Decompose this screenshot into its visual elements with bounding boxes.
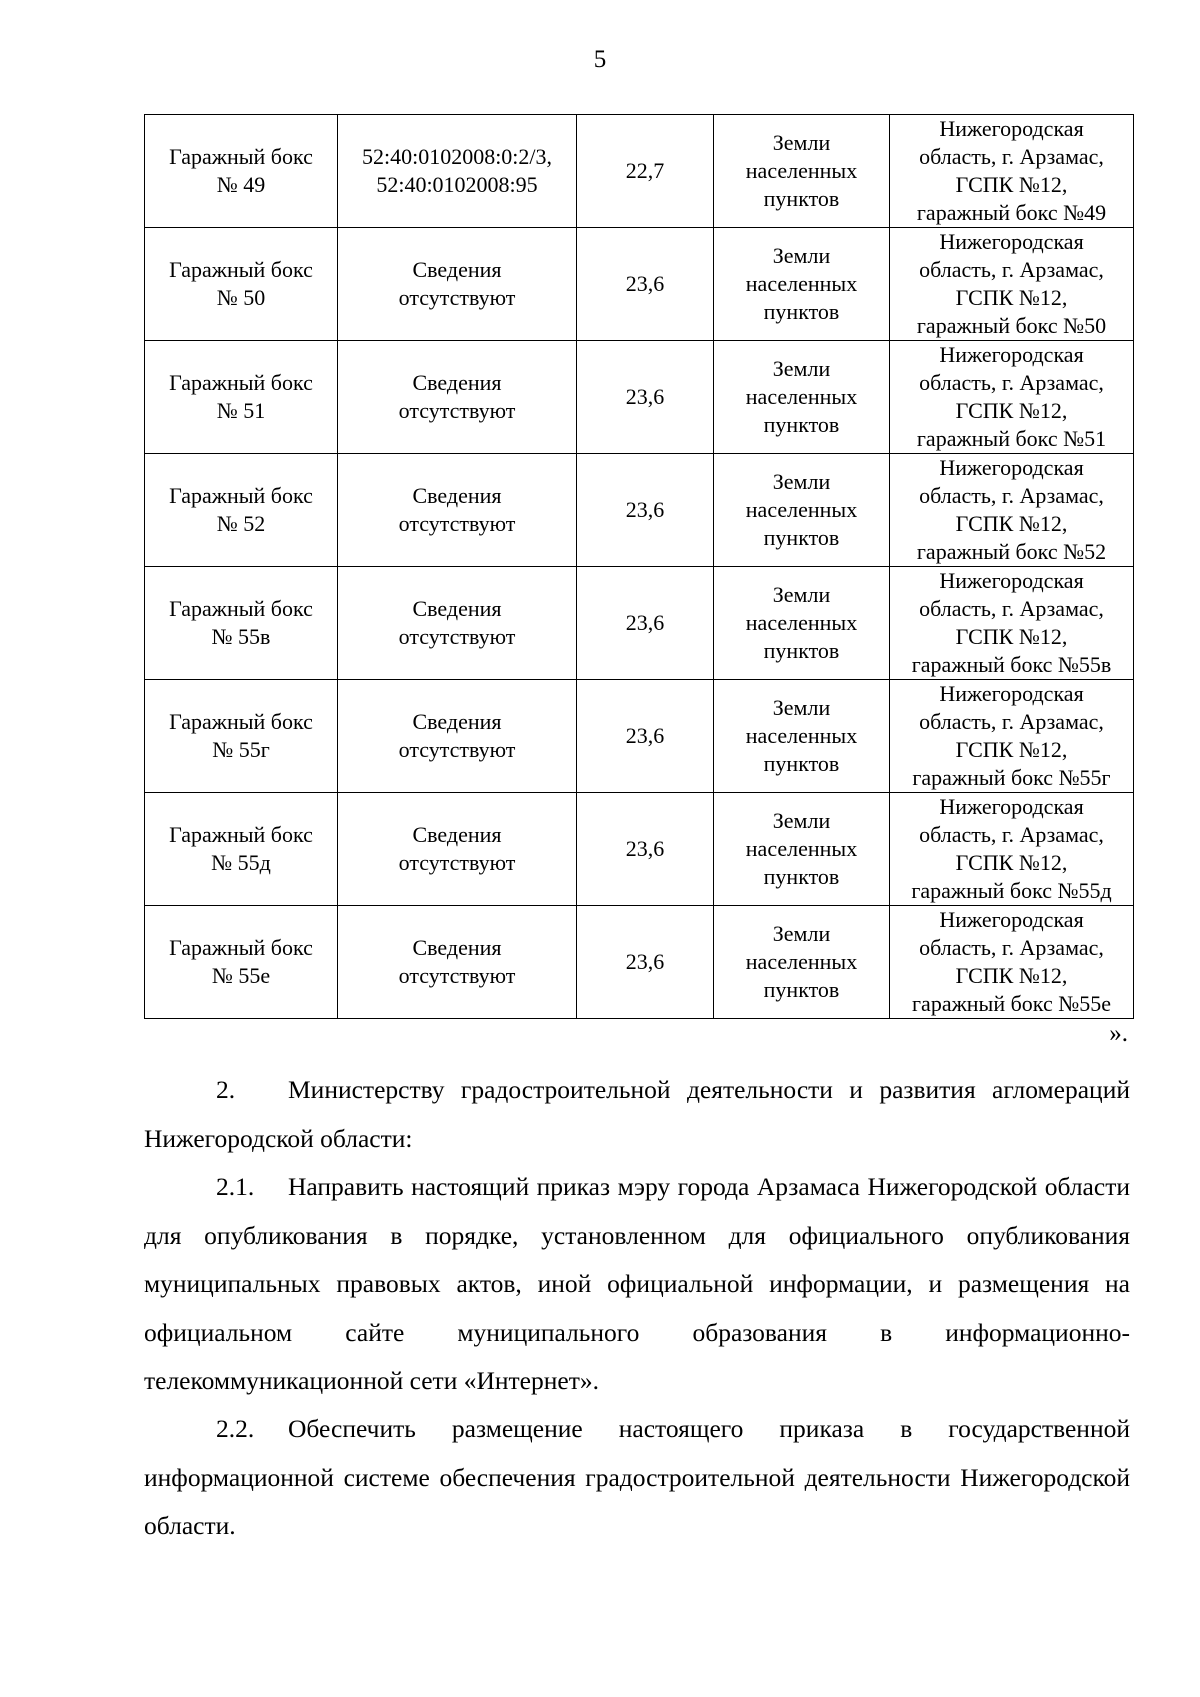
address-line-4: гаражный бокс №55в — [911, 652, 1112, 677]
cell-cadastral-number — [338, 228, 577, 341]
cell-area — [577, 906, 714, 1019]
category-line-2: населенных — [745, 384, 858, 409]
address-line-2: область, г. Арзамас, — [919, 144, 1104, 169]
page-number: 5 — [593, 46, 607, 73]
cadastral-line-1: Сведения — [412, 483, 502, 508]
cell-land-category — [714, 115, 890, 228]
address-line-2: область, г. Арзамас, — [919, 483, 1104, 508]
paragraph-text: Министерству градостроительной деятельности и развития агломераций Нижегородской области: — [144, 1075, 1130, 1153]
table-row — [145, 793, 1134, 906]
cell-area — [577, 567, 714, 680]
object-number-line: № 50 — [216, 285, 266, 310]
category-line-1: Земли — [772, 469, 831, 494]
cell-land-category — [714, 680, 890, 793]
address-line-1: Нижегородская — [939, 681, 1084, 706]
object-number-line: № 52 — [216, 511, 266, 536]
cell-land-category — [714, 906, 890, 1019]
cell-land-category — [714, 793, 890, 906]
area-value: 23,6 — [625, 836, 665, 861]
cell-object-name — [145, 115, 338, 228]
address-line-2: область, г. Арзамас, — [919, 935, 1104, 960]
cell-area — [577, 115, 714, 228]
category-line-1: Земли — [772, 695, 831, 720]
object-name-line: Гаражный бокс — [169, 822, 313, 847]
area-value: 23,6 — [625, 610, 665, 635]
address-line-1: Нижегородская — [939, 229, 1084, 254]
address-line-4: гаражный бокс №55д — [911, 878, 1112, 903]
cell-address — [890, 454, 1134, 567]
address-line-4: гаражный бокс №51 — [916, 426, 1107, 451]
paragraph-number: 2.1. — [216, 1172, 255, 1201]
cell-area — [577, 680, 714, 793]
address-line-3: ГСПК №12, — [955, 398, 1068, 423]
address-line-3: ГСПК №12, — [955, 624, 1068, 649]
area-value: 23,6 — [625, 271, 665, 296]
address-line-4: гаражный бокс №55е — [912, 991, 1111, 1016]
area-value: 22,7 — [625, 158, 665, 183]
cadastral-line-1: Сведения — [412, 935, 502, 960]
cell-object-name — [145, 906, 338, 1019]
table-row — [145, 341, 1134, 454]
address-line-2: область, г. Арзамас, — [919, 257, 1104, 282]
cadastral-line-1: 52:40:0102008:0:2/3, — [361, 144, 553, 169]
address-line-1: Нижегородская — [939, 794, 1084, 819]
closing-quote: ». — [1109, 1020, 1128, 1047]
cadastral-line-2: отсутствуют — [398, 963, 516, 988]
cell-area — [577, 793, 714, 906]
address-line-2: область, г. Арзамас, — [919, 370, 1104, 395]
cadastral-line-2: 52:40:0102008:95 — [376, 172, 538, 197]
cell-cadastral-number — [338, 454, 577, 567]
cell-land-category — [714, 567, 890, 680]
cell-address — [890, 680, 1134, 793]
cadastral-line-2: отсутствуют — [398, 850, 516, 875]
cell-cadastral-number — [338, 680, 577, 793]
cell-object-name — [145, 341, 338, 454]
category-line-2: населенных — [745, 158, 858, 183]
table-row — [145, 228, 1134, 341]
cadastral-line-1: Сведения — [412, 822, 502, 847]
address-line-3: ГСПК №12, — [955, 850, 1068, 875]
area-value: 23,6 — [625, 949, 665, 974]
cadastral-line-2: отсутствуют — [398, 398, 516, 423]
category-line-1: Земли — [772, 130, 831, 155]
category-line-3: пунктов — [763, 864, 840, 889]
object-number-line: № 49 — [216, 172, 266, 197]
area-value: 23,6 — [625, 384, 665, 409]
cell-cadastral-number — [338, 567, 577, 680]
address-line-4: гаражный бокс №55г — [912, 765, 1111, 790]
cell-object-name — [145, 454, 338, 567]
table-row — [145, 567, 1134, 680]
address-line-1: Нижегородская — [939, 907, 1084, 932]
category-line-3: пунктов — [763, 299, 840, 324]
address-line-2: область, г. Арзамас, — [919, 822, 1104, 847]
cell-object-name — [145, 228, 338, 341]
cell-address — [890, 567, 1134, 680]
cell-object-name — [145, 567, 338, 680]
paragraph-text: Направить настоящий приказ мэру города Арзамаса Нижегородской области для опубликования в порядке, установленном для официального опубликования муниципальных правовых актов, иной официальной информации, и размещения на официальном сайте муниципального образования в информационно-телекоммуникационной сети «Интернет». — [144, 1172, 1130, 1395]
garage-boxes-table — [144, 114, 1134, 1019]
address-line-2: область, г. Арзамас, — [919, 709, 1104, 734]
table-body — [145, 115, 1134, 1019]
category-line-2: населенных — [745, 610, 858, 635]
area-value: 23,6 — [625, 723, 665, 748]
table-row — [145, 680, 1134, 793]
paragraph-2-1 — [144, 1163, 1130, 1406]
object-number-line: № 51 — [216, 398, 266, 423]
address-line-1: Нижегородская — [939, 455, 1084, 480]
cell-land-category — [714, 228, 890, 341]
address-line-3: ГСПК №12, — [955, 737, 1068, 762]
object-name-line: Гаражный бокс — [169, 935, 313, 960]
paragraph-text: Обеспечить размещение настоящего приказа в государственной информационной системе обеспечения градостроительной деятельности Нижегородской области. — [144, 1414, 1130, 1540]
object-name-line: Гаражный бокс — [169, 144, 313, 169]
cadastral-line-1: Сведения — [412, 596, 502, 621]
cell-area — [577, 454, 714, 567]
cell-address — [890, 341, 1134, 454]
category-line-1: Земли — [772, 808, 831, 833]
object-name-line: Гаражный бокс — [169, 596, 313, 621]
category-line-2: населенных — [745, 723, 858, 748]
object-number-line: № 55г — [212, 737, 270, 762]
object-name-line: Гаражный бокс — [169, 370, 313, 395]
cadastral-line-2: отсутствуют — [398, 285, 516, 310]
cell-object-name — [145, 793, 338, 906]
cell-land-category — [714, 341, 890, 454]
object-number-line: № 55в — [211, 624, 271, 649]
address-line-1: Нижегородская — [939, 342, 1084, 367]
category-line-2: населенных — [745, 271, 858, 296]
address-line-2: область, г. Арзамас, — [919, 596, 1104, 621]
category-line-1: Земли — [772, 356, 831, 381]
cell-cadastral-number — [338, 793, 577, 906]
paragraph-2 — [144, 1066, 1130, 1163]
object-name-line: Гаражный бокс — [169, 709, 313, 734]
cell-object-name — [145, 680, 338, 793]
cadastral-line-1: Сведения — [412, 370, 502, 395]
object-name-line: Гаражный бокс — [169, 257, 313, 282]
cell-cadastral-number — [338, 906, 577, 1019]
address-line-1: Нижегородская — [939, 116, 1084, 141]
category-line-2: населенных — [745, 949, 858, 974]
category-line-1: Земли — [772, 582, 831, 607]
address-line-1: Нижегородская — [939, 568, 1084, 593]
category-line-1: Земли — [772, 243, 831, 268]
cadastral-line-2: отсутствуют — [398, 511, 516, 536]
address-line-3: ГСПК №12, — [955, 511, 1068, 536]
category-line-3: пунктов — [763, 186, 840, 211]
address-line-4: гаражный бокс №52 — [916, 539, 1107, 564]
table-row — [145, 115, 1134, 228]
table-row — [145, 454, 1134, 567]
cell-area — [577, 341, 714, 454]
cell-cadastral-number — [338, 115, 577, 228]
address-line-4: гаражный бокс №50 — [916, 313, 1107, 338]
category-line-3: пунктов — [763, 412, 840, 437]
category-line-1: Земли — [772, 921, 831, 946]
address-line-3: ГСПК №12, — [955, 172, 1068, 197]
address-line-3: ГСПК №12, — [955, 285, 1068, 310]
cadastral-line-1: Сведения — [412, 257, 502, 282]
category-line-3: пунктов — [763, 638, 840, 663]
cell-area — [577, 228, 714, 341]
area-value: 23,6 — [625, 497, 665, 522]
cell-cadastral-number — [338, 341, 577, 454]
object-number-line: № 55д — [211, 850, 271, 875]
cadastral-line-1: Сведения — [412, 709, 502, 734]
address-line-3: ГСПК №12, — [955, 963, 1068, 988]
paragraph-number: 2. — [216, 1075, 236, 1104]
category-line-2: населенных — [745, 836, 858, 861]
table-row — [145, 906, 1134, 1019]
cell-address — [890, 228, 1134, 341]
object-name-line: Гаражный бокс — [169, 483, 313, 508]
cell-address — [890, 906, 1134, 1019]
cadastral-line-2: отсутствуют — [398, 737, 516, 762]
category-line-3: пунктов — [763, 977, 840, 1002]
cadastral-line-2: отсутствуют — [398, 624, 516, 649]
address-line-4: гаражный бокс №49 — [916, 200, 1107, 225]
category-line-2: населенных — [745, 497, 858, 522]
paragraph-number: 2.2. — [216, 1414, 255, 1443]
object-number-line: № 55е — [211, 963, 271, 988]
paragraph-2-2 — [144, 1405, 1130, 1551]
category-line-3: пунктов — [763, 751, 840, 776]
cell-land-category — [714, 454, 890, 567]
cell-address — [890, 793, 1134, 906]
cell-address — [890, 115, 1134, 228]
category-line-3: пунктов — [763, 525, 840, 550]
